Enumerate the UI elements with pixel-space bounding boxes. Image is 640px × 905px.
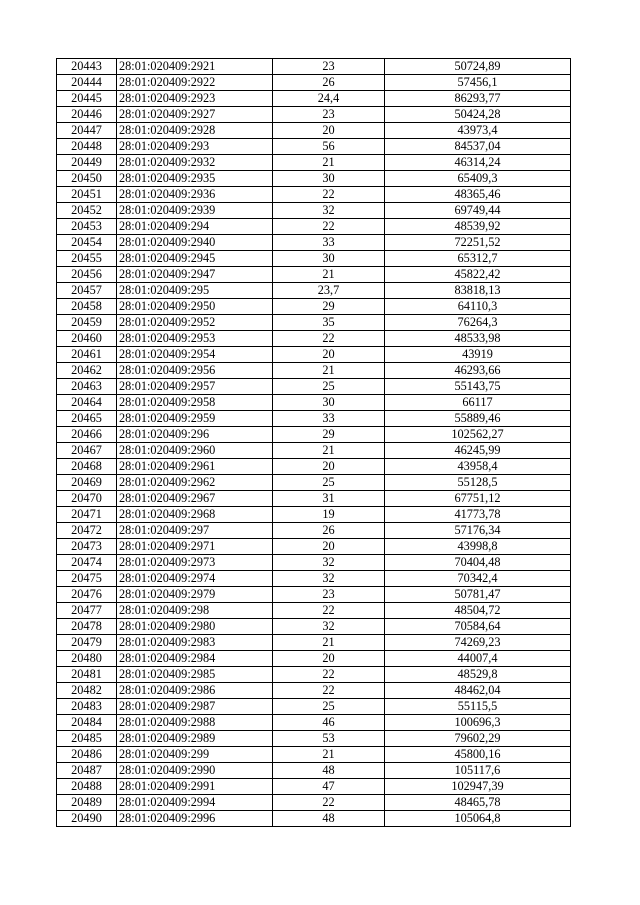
cadastral-value-cell: 41773,78 <box>385 507 571 523</box>
table-row <box>57 59 571 75</box>
table-row <box>57 347 571 363</box>
cadastral-value-cell: 46293,66 <box>385 363 571 379</box>
row-number-cell: 20458 <box>57 299 117 315</box>
cadastral-value-cell: 69749,44 <box>385 203 571 219</box>
table-row <box>57 411 571 427</box>
table-row <box>57 123 571 139</box>
cadastral-number-cell: 28:01:020409:2987 <box>117 699 273 715</box>
area-cell: 29 <box>273 427 385 443</box>
cadastral-number-cell: 28:01:020409:293 <box>117 139 273 155</box>
area-cell: 25 <box>273 699 385 715</box>
cadastral-value-cell: 45822,42 <box>385 267 571 283</box>
cadastral-value-cell: 43998,8 <box>385 539 571 555</box>
table-row <box>57 635 571 651</box>
row-number-cell: 20465 <box>57 411 117 427</box>
table-row <box>57 315 571 331</box>
cadastral-number-cell: 28:01:020409:2990 <box>117 763 273 779</box>
row-number-cell: 20444 <box>57 75 117 91</box>
cadastral-value-cell: 102947,39 <box>385 779 571 795</box>
table-row <box>57 427 571 443</box>
cadastral-value-cell: 100696,3 <box>385 715 571 731</box>
area-cell: 32 <box>273 203 385 219</box>
table-row <box>57 155 571 171</box>
area-cell: 31 <box>273 491 385 507</box>
area-cell: 48 <box>273 763 385 779</box>
table-row <box>57 299 571 315</box>
table-row <box>57 459 571 475</box>
table-row <box>57 683 571 699</box>
table-row <box>57 75 571 91</box>
row-number-cell: 20468 <box>57 459 117 475</box>
area-cell: 21 <box>273 443 385 459</box>
cadastral-value-cell: 43973,4 <box>385 123 571 139</box>
area-cell: 24,4 <box>273 91 385 107</box>
cadastral-number-cell: 28:01:020409:2973 <box>117 555 273 571</box>
cadastral-number-cell: 28:01:020409:2991 <box>117 779 273 795</box>
cadastral-number-cell: 28:01:020409:2940 <box>117 235 273 251</box>
area-cell: 47 <box>273 779 385 795</box>
area-cell: 20 <box>273 123 385 139</box>
row-number-cell: 20479 <box>57 635 117 651</box>
cadastral-value-cell: 76264,3 <box>385 315 571 331</box>
table-row <box>57 395 571 411</box>
cadastral-value-cell: 72251,52 <box>385 235 571 251</box>
table-row <box>57 475 571 491</box>
area-cell: 22 <box>273 795 385 811</box>
row-number-cell: 20482 <box>57 683 117 699</box>
row-number-cell: 20464 <box>57 395 117 411</box>
cadastral-number-cell: 28:01:020409:298 <box>117 603 273 619</box>
row-number-cell: 20451 <box>57 187 117 203</box>
area-cell: 21 <box>273 155 385 171</box>
table-row <box>57 139 571 155</box>
cadastral-value-cell: 50781,47 <box>385 587 571 603</box>
row-number-cell: 20485 <box>57 731 117 747</box>
row-number-cell: 20457 <box>57 283 117 299</box>
row-number-cell: 20486 <box>57 747 117 763</box>
area-cell: 19 <box>273 507 385 523</box>
cadastral-number-cell: 28:01:020409:297 <box>117 523 273 539</box>
table-row <box>57 763 571 779</box>
cadastral-value-cell: 57176,34 <box>385 523 571 539</box>
table-row <box>57 651 571 667</box>
cadastral-value-cell: 67751,12 <box>385 491 571 507</box>
row-number-cell: 20448 <box>57 139 117 155</box>
cadastral-number-cell: 28:01:020409:2936 <box>117 187 273 203</box>
row-number-cell: 20477 <box>57 603 117 619</box>
cadastral-value-cell: 70584,64 <box>385 619 571 635</box>
table-row <box>57 331 571 347</box>
table-row <box>57 363 571 379</box>
table-row <box>57 491 571 507</box>
cadastral-number-cell: 28:01:020409:2947 <box>117 267 273 283</box>
row-number-cell: 20475 <box>57 571 117 587</box>
cadastral-number-cell: 28:01:020409:2921 <box>117 59 273 75</box>
cadastral-number-cell: 28:01:020409:2959 <box>117 411 273 427</box>
row-number-cell: 20489 <box>57 795 117 811</box>
area-cell: 30 <box>273 251 385 267</box>
cadastral-value-cell: 74269,23 <box>385 635 571 651</box>
area-cell: 26 <box>273 523 385 539</box>
cadastral-value-cell: 43958,4 <box>385 459 571 475</box>
table-row <box>57 235 571 251</box>
table-row <box>57 555 571 571</box>
area-cell: 20 <box>273 347 385 363</box>
cadastral-value-cell: 50424,28 <box>385 107 571 123</box>
area-cell: 22 <box>273 187 385 203</box>
cadastral-number-cell: 28:01:020409:2958 <box>117 395 273 411</box>
table-row <box>57 699 571 715</box>
cadastral-number-cell: 28:01:020409:2922 <box>117 75 273 91</box>
cadastral-value-cell: 105064,8 <box>385 811 571 827</box>
table-row <box>57 267 571 283</box>
cadastral-number-cell: 28:01:020409:2950 <box>117 299 273 315</box>
cadastral-value-cell: 70404,48 <box>385 555 571 571</box>
area-cell: 25 <box>273 379 385 395</box>
cadastral-number-cell: 28:01:020409:2932 <box>117 155 273 171</box>
area-cell: 46 <box>273 715 385 731</box>
table-row <box>57 731 571 747</box>
cadastral-number-cell: 28:01:020409:2985 <box>117 667 273 683</box>
cadastral-value-table <box>56 58 571 827</box>
area-cell: 23 <box>273 59 385 75</box>
table-row <box>57 187 571 203</box>
cadastral-number-cell: 28:01:020409:2952 <box>117 315 273 331</box>
area-cell: 29 <box>273 299 385 315</box>
table-row <box>57 779 571 795</box>
area-cell: 23,7 <box>273 283 385 299</box>
cadastral-number-cell: 28:01:020409:299 <box>117 747 273 763</box>
cadastral-value-cell: 66117 <box>385 395 571 411</box>
cadastral-number-cell: 28:01:020409:2954 <box>117 347 273 363</box>
table-row <box>57 715 571 731</box>
table-row <box>57 379 571 395</box>
table-row <box>57 107 571 123</box>
table-row <box>57 171 571 187</box>
row-number-cell: 20490 <box>57 811 117 827</box>
row-number-cell: 20476 <box>57 587 117 603</box>
cadastral-number-cell: 28:01:020409:2980 <box>117 619 273 635</box>
cadastral-value-cell: 48533,98 <box>385 331 571 347</box>
row-number-cell: 20481 <box>57 667 117 683</box>
table-row <box>57 507 571 523</box>
cadastral-value-cell: 48465,78 <box>385 795 571 811</box>
area-cell: 23 <box>273 107 385 123</box>
table-row <box>57 587 571 603</box>
row-number-cell: 20467 <box>57 443 117 459</box>
area-cell: 22 <box>273 603 385 619</box>
cadastral-value-cell: 48539,92 <box>385 219 571 235</box>
cadastral-number-cell: 28:01:020409:2996 <box>117 811 273 827</box>
table-row <box>57 571 571 587</box>
cadastral-number-cell: 28:01:020409:2927 <box>117 107 273 123</box>
area-cell: 26 <box>273 75 385 91</box>
cadastral-number-cell: 28:01:020409:296 <box>117 427 273 443</box>
row-number-cell: 20488 <box>57 779 117 795</box>
table-body <box>57 59 571 827</box>
row-number-cell: 20474 <box>57 555 117 571</box>
area-cell: 22 <box>273 219 385 235</box>
cadastral-number-cell: 28:01:020409:295 <box>117 283 273 299</box>
row-number-cell: 20487 <box>57 763 117 779</box>
cadastral-value-cell: 83818,13 <box>385 283 571 299</box>
area-cell: 48 <box>273 811 385 827</box>
cadastral-number-cell: 28:01:020409:2979 <box>117 587 273 603</box>
cadastral-value-cell: 102562,27 <box>385 427 571 443</box>
cadastral-number-cell: 28:01:020409:294 <box>117 219 273 235</box>
row-number-cell: 20472 <box>57 523 117 539</box>
row-number-cell: 20455 <box>57 251 117 267</box>
cadastral-number-cell: 28:01:020409:2986 <box>117 683 273 699</box>
row-number-cell: 20447 <box>57 123 117 139</box>
row-number-cell: 20460 <box>57 331 117 347</box>
area-cell: 30 <box>273 171 385 187</box>
table-row <box>57 203 571 219</box>
document-page <box>56 58 570 827</box>
area-cell: 20 <box>273 651 385 667</box>
cadastral-value-cell: 48365,46 <box>385 187 571 203</box>
row-number-cell: 20463 <box>57 379 117 395</box>
cadastral-value-cell: 55889,46 <box>385 411 571 427</box>
cadastral-value-cell: 46245,99 <box>385 443 571 459</box>
cadastral-value-cell: 84537,04 <box>385 139 571 155</box>
cadastral-number-cell: 28:01:020409:2953 <box>117 331 273 347</box>
row-number-cell: 20461 <box>57 347 117 363</box>
table-row <box>57 523 571 539</box>
area-cell: 32 <box>273 555 385 571</box>
cadastral-value-cell: 46314,24 <box>385 155 571 171</box>
cadastral-number-cell: 28:01:020409:2971 <box>117 539 273 555</box>
area-cell: 21 <box>273 635 385 651</box>
table-row <box>57 91 571 107</box>
cadastral-number-cell: 28:01:020409:2967 <box>117 491 273 507</box>
cadastral-value-cell: 45800,16 <box>385 747 571 763</box>
cadastral-value-cell: 48504,72 <box>385 603 571 619</box>
table-row <box>57 603 571 619</box>
cadastral-value-cell: 43919 <box>385 347 571 363</box>
area-cell: 33 <box>273 235 385 251</box>
cadastral-number-cell: 28:01:020409:2962 <box>117 475 273 491</box>
table-row <box>57 251 571 267</box>
area-cell: 21 <box>273 363 385 379</box>
row-number-cell: 20478 <box>57 619 117 635</box>
cadastral-number-cell: 28:01:020409:2984 <box>117 651 273 667</box>
row-number-cell: 20469 <box>57 475 117 491</box>
row-number-cell: 20445 <box>57 91 117 107</box>
row-number-cell: 20462 <box>57 363 117 379</box>
cadastral-value-cell: 86293,77 <box>385 91 571 107</box>
area-cell: 23 <box>273 587 385 603</box>
area-cell: 21 <box>273 267 385 283</box>
area-cell: 30 <box>273 395 385 411</box>
cadastral-number-cell: 28:01:020409:2935 <box>117 171 273 187</box>
area-cell: 32 <box>273 571 385 587</box>
cadastral-value-cell: 57456,1 <box>385 75 571 91</box>
cadastral-number-cell: 28:01:020409:2957 <box>117 379 273 395</box>
cadastral-number-cell: 28:01:020409:2983 <box>117 635 273 651</box>
table-row <box>57 747 571 763</box>
cadastral-value-cell: 64110,3 <box>385 299 571 315</box>
cadastral-value-cell: 55143,75 <box>385 379 571 395</box>
cadastral-number-cell: 28:01:020409:2923 <box>117 91 273 107</box>
cadastral-value-cell: 44007,4 <box>385 651 571 667</box>
area-cell: 21 <box>273 747 385 763</box>
row-number-cell: 20459 <box>57 315 117 331</box>
row-number-cell: 20443 <box>57 59 117 75</box>
cadastral-number-cell: 28:01:020409:2988 <box>117 715 273 731</box>
area-cell: 25 <box>273 475 385 491</box>
table-row <box>57 619 571 635</box>
cadastral-value-cell: 79602,29 <box>385 731 571 747</box>
cadastral-number-cell: 28:01:020409:2974 <box>117 571 273 587</box>
row-number-cell: 20452 <box>57 203 117 219</box>
row-number-cell: 20483 <box>57 699 117 715</box>
cadastral-number-cell: 28:01:020409:2968 <box>117 507 273 523</box>
table-row <box>57 539 571 555</box>
row-number-cell: 20456 <box>57 267 117 283</box>
cadastral-value-cell: 70342,4 <box>385 571 571 587</box>
area-cell: 35 <box>273 315 385 331</box>
cadastral-value-cell: 65409,3 <box>385 171 571 187</box>
table-row <box>57 811 571 827</box>
cadastral-value-cell: 105117,6 <box>385 763 571 779</box>
area-cell: 22 <box>273 331 385 347</box>
cadastral-value-cell: 48462,04 <box>385 683 571 699</box>
row-number-cell: 20449 <box>57 155 117 171</box>
table-row <box>57 443 571 459</box>
row-number-cell: 20466 <box>57 427 117 443</box>
cadastral-number-cell: 28:01:020409:2994 <box>117 795 273 811</box>
area-cell: 53 <box>273 731 385 747</box>
cadastral-number-cell: 28:01:020409:2961 <box>117 459 273 475</box>
area-cell: 22 <box>273 683 385 699</box>
cadastral-value-cell: 55115,5 <box>385 699 571 715</box>
cadastral-value-cell: 50724,89 <box>385 59 571 75</box>
area-cell: 20 <box>273 459 385 475</box>
cadastral-value-cell: 65312,7 <box>385 251 571 267</box>
table-row <box>57 219 571 235</box>
row-number-cell: 20446 <box>57 107 117 123</box>
area-cell: 33 <box>273 411 385 427</box>
area-cell: 20 <box>273 539 385 555</box>
cadastral-number-cell: 28:01:020409:2928 <box>117 123 273 139</box>
cadastral-number-cell: 28:01:020409:2960 <box>117 443 273 459</box>
row-number-cell: 20453 <box>57 219 117 235</box>
row-number-cell: 20471 <box>57 507 117 523</box>
cadastral-number-cell: 28:01:020409:2956 <box>117 363 273 379</box>
cadastral-value-cell: 48529,8 <box>385 667 571 683</box>
row-number-cell: 20454 <box>57 235 117 251</box>
area-cell: 22 <box>273 667 385 683</box>
cadastral-number-cell: 28:01:020409:2939 <box>117 203 273 219</box>
cadastral-value-cell: 55128,5 <box>385 475 571 491</box>
row-number-cell: 20470 <box>57 491 117 507</box>
table-row <box>57 795 571 811</box>
cadastral-number-cell: 28:01:020409:2989 <box>117 731 273 747</box>
row-number-cell: 20473 <box>57 539 117 555</box>
area-cell: 56 <box>273 139 385 155</box>
table-row <box>57 667 571 683</box>
table-row <box>57 283 571 299</box>
area-cell: 32 <box>273 619 385 635</box>
row-number-cell: 20480 <box>57 651 117 667</box>
row-number-cell: 20484 <box>57 715 117 731</box>
row-number-cell: 20450 <box>57 171 117 187</box>
cadastral-number-cell: 28:01:020409:2945 <box>117 251 273 267</box>
